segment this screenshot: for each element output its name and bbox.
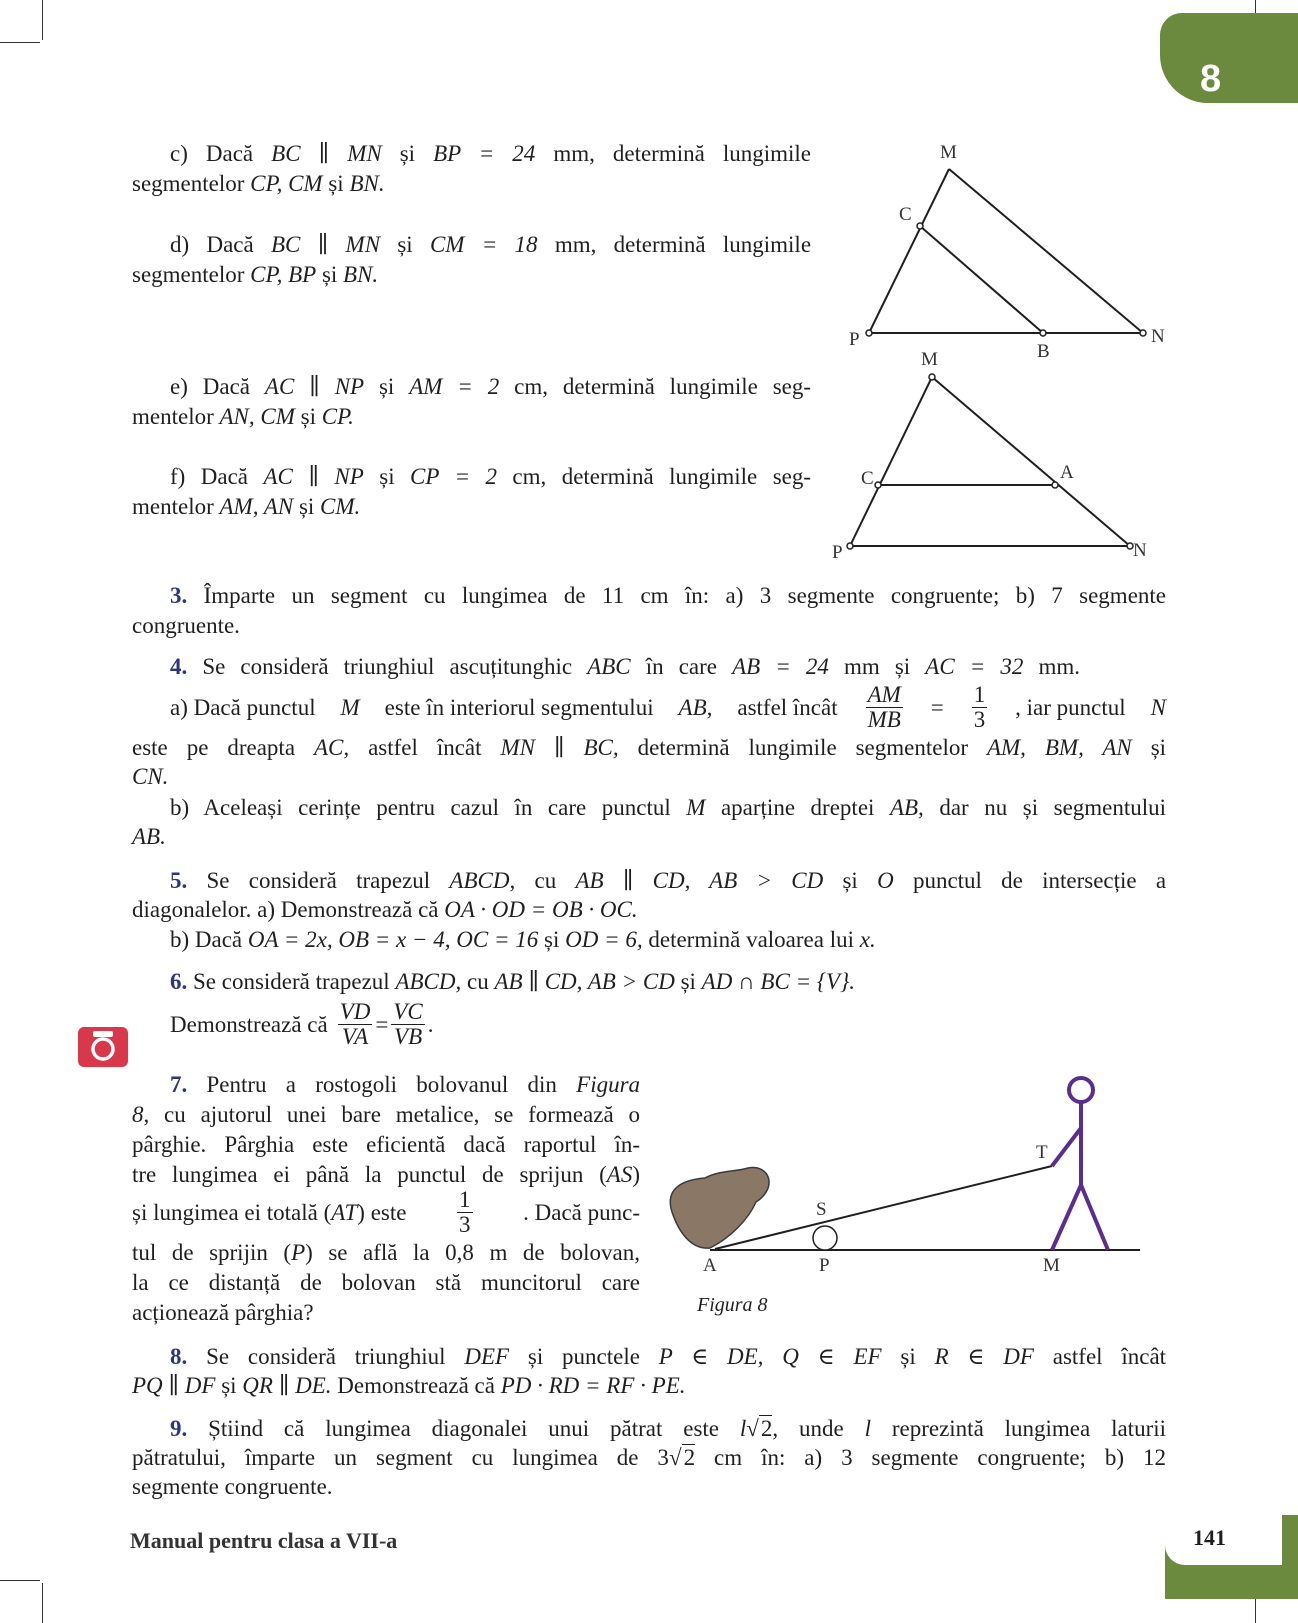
label-C: C: [861, 468, 874, 489]
page-number: 141: [1193, 1525, 1226, 1550]
point-N: [1140, 330, 1146, 336]
exercise-4-intro: 4. Se consideră triunghiul ascuțitunghic ABC în care AB = 24 mm și AC = 32 mm.: [170, 654, 1081, 679]
exercise-4-b-line1: b) Aceleași cerințe pentru cazul în care punctul M aparține dreptei AB, dar nu și segmentului: [170, 795, 1167, 820]
camera-icon[interactable]: [78, 1027, 128, 1067]
worker-figure: [1052, 1078, 1108, 1250]
point-A: [1052, 482, 1058, 488]
exercise-8-line1: 8. Se consideră triunghiul DEF și punctele P ∈ DE, Q ∈ EF și R ∈ DF astfel încât: [170, 1344, 1167, 1369]
fraction-one-third: $\frac{1}{3}$: [973, 682, 986, 732]
support-circle: [813, 1226, 837, 1250]
label-S: S: [816, 1199, 827, 1220]
rock: [670, 1168, 769, 1249]
exercise-5-line2: diagonalelor. a) Demonstrează că OA · OD = OB · OC.: [132, 897, 638, 922]
exercise-4-a-line2: este pe dreapta AC, astfel încât MN ∥ BC, determină lungimile segmentelor AM, BM, AN și: [132, 735, 1167, 760]
label-P: P: [819, 1255, 830, 1276]
crop-mark: [0, 1580, 40, 1581]
item-e-line1: e) Dacă AC ∥ NP și AM = 2 cm, determină lungimile seg-: [170, 374, 812, 399]
figure-caption: Figura 8: [697, 1294, 768, 1316]
item-f-line2: mentelor AM, AN și CM.: [132, 494, 361, 519]
exercise-4-a-line3: CN.: [132, 764, 169, 789]
point-C: [875, 482, 881, 488]
lever-figure: [660, 1070, 1150, 1320]
exercise-7-line1: 7. Pentru a rostogoli bolovanul din Figura: [170, 1072, 641, 1097]
exercise-4-b-line2: AB.: [132, 824, 166, 849]
exercise-7-line4: tre lungimea ei până la punctul de sprijun (AS): [132, 1162, 640, 1187]
label-A: A: [1060, 462, 1074, 483]
exercise-3-line2: congruente.: [132, 613, 240, 638]
point-M: [929, 374, 935, 380]
exercise-7-line2: 8, cu ajutorul unei bare metalice, se formează o: [132, 1102, 640, 1127]
label-N: N: [1151, 326, 1165, 347]
point-P: [866, 330, 872, 336]
point-B: [1040, 330, 1046, 336]
label-M: M: [1043, 1255, 1060, 1276]
item-c-line2: segmentelor CP, CM și BN.: [132, 171, 385, 196]
exercise-9-line2: pătratului, împarte un segment cu lungimea de 3√2 cm în: a) 3 segmente congruente; b) 12: [132, 1445, 1166, 1470]
exercise-4-a-line1: a) Dacă punctul M este în interiorul segmentului AB, astfel încât $\frac{AM}{MB}$ = $\frac{1}{3}$ , iar punctul N: [170, 682, 1166, 732]
item-f-line1: f) Dacă AC ∥ NP și CP = 2 cm, determină lungimile seg-: [170, 464, 812, 489]
footer-title: Manual pentru clasa a VII-a: [130, 1528, 398, 1553]
point-P: [847, 543, 853, 549]
label-T: T: [1036, 1142, 1048, 1163]
label-M: M: [940, 142, 957, 163]
exercise-7-line6: tul de sprijin (P) se află la 0,8 m de bolovan,: [132, 1240, 640, 1265]
crop-mark: [42, 1583, 43, 1623]
label-A: A: [703, 1255, 717, 1276]
crop-mark: [42, 0, 43, 40]
exercise-6-line1: 6. Se consideră trapezul ABCD, cu AB ∥ CD, AB > CD și AD ∩ BC = {V}.: [170, 969, 856, 994]
exercise-5-line3: b) Dacă OA = 2x, OB = x − 4, OC = 16 și OD = 6, determină valoarea lui x.: [170, 927, 876, 952]
exercise-9-line1: 9. Știind că lungimea diagonalei unui pătrat este l√2, unde l reprezintă lungimea laturii: [170, 1416, 1167, 1441]
exercise-8-line2: PQ ∥ DF și QR ∥ DE. Demonstrează că PD · RD = RF · PE.: [132, 1373, 686, 1398]
triangle-figure-1: [835, 135, 1175, 360]
label-B: B: [1037, 341, 1050, 362]
label-P: P: [832, 542, 843, 563]
exercise-5-line1: 5. Se consideră trapezul ABCD, cu AB ∥ CD, AB > CD și O punctul de intersecție a: [170, 868, 1167, 893]
fraction-am-mb: $\frac{AM}{MB}$: [867, 682, 901, 732]
exercise-9-line3: segmente congruente.: [132, 1474, 333, 1499]
triangle-figure-2: [820, 345, 1147, 565]
exercise-7-line8: acționează pârghia?: [132, 1300, 314, 1325]
crop-mark: [0, 42, 40, 43]
exercise-6-line2: Demonstrează că $\frac{VD}{VA}$ = $\frac{VC}{VB}$ .: [170, 999, 434, 1049]
item-d-line2: segmentelor CP, BP și BN.: [132, 262, 379, 287]
exercise-7-line5: și lungimea ei totală (AT) este 1 3 . Dacă punc-: [132, 1187, 640, 1237]
item-c-line1: c) Dacă BC ∥ MN și BP = 24 mm, determină lungimile: [170, 141, 811, 166]
fraction-one-third: 1 3: [459, 1187, 471, 1237]
chapter-tab: [1160, 13, 1298, 103]
label-C: C: [899, 204, 912, 225]
exercise-7-line7: la ce distanță de bolovan stă muncitorul care: [132, 1270, 640, 1295]
label-N: N: [1133, 540, 1147, 561]
fraction-vd-va: $\frac{VD}{VA}$: [339, 999, 371, 1049]
chapter-number: 8: [1200, 58, 1222, 100]
label-P: P: [849, 329, 860, 350]
label-M: M: [921, 349, 938, 370]
item-d-line1: d) Dacă BC ∥ MN și CM = 18 mm, determină lungimile: [170, 232, 812, 257]
point-C: [917, 223, 923, 229]
exercise-7-line3: pârghie. Pârghia este eficientă dacă raportul în-: [132, 1132, 640, 1157]
item-e-line2: mentelor AN, CM și CP.: [132, 404, 354, 429]
exercise-3-line1: 3. Împarte un segment cu lungimea de 11 cm în: a) 3 segmente congruente; b) 7 segmente: [170, 583, 1166, 608]
fraction-vc-vb: $\frac{VC}{VB}$: [393, 999, 423, 1049]
